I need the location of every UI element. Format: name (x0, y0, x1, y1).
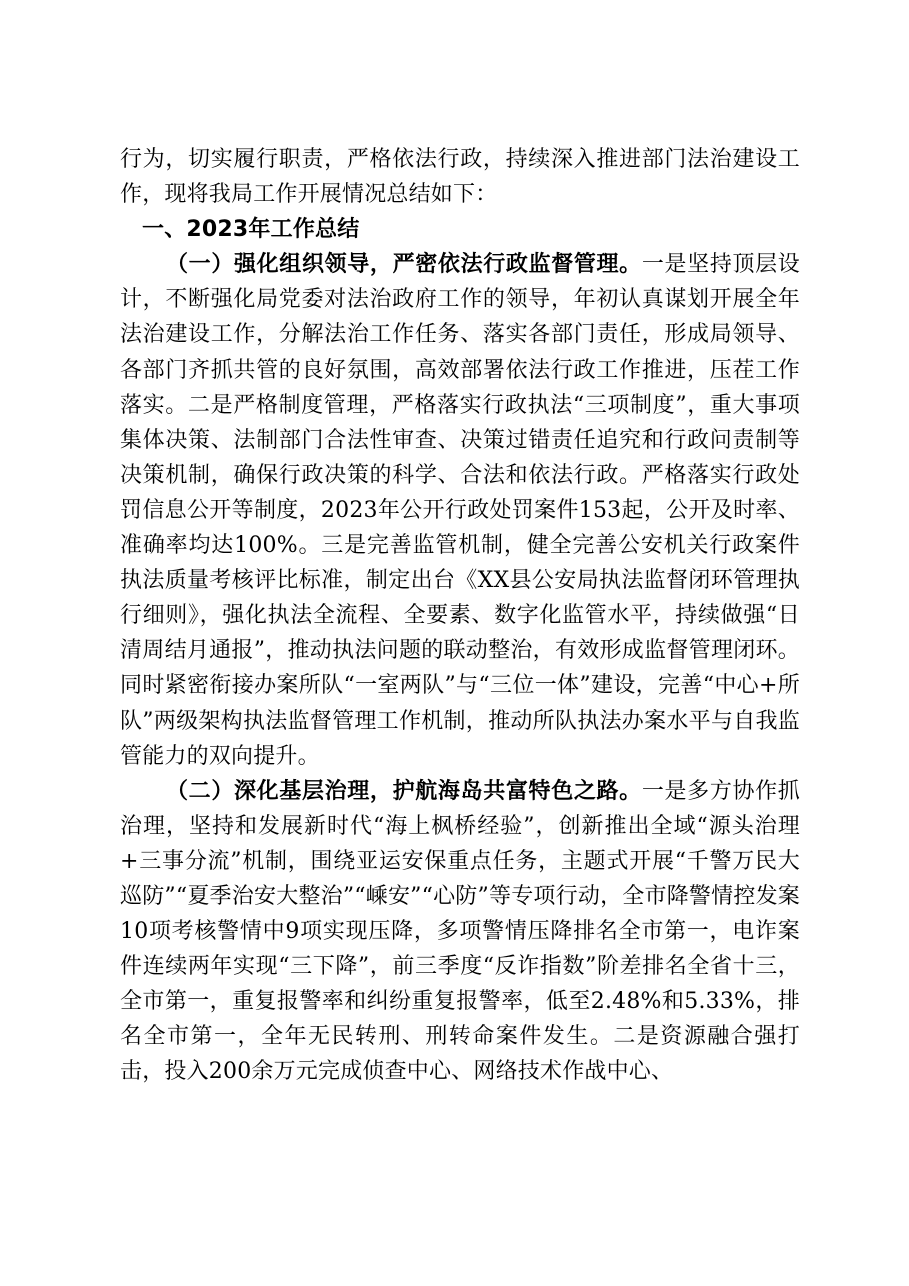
paragraph-2-body: 一是多方协作抓治理，坚持和发展新时代“海上枫桥经验”，创新推出全域“源头治理+三事分流”机制，围绕亚运安保重点任务，主题式开展“千警万民大巡防”“夏季治安大整治”“嵊安”“心防”等专项行动，全市降警情控发案10项考核警情中9项实现压降，多项警情压降排名全市第一，电诈案件连续两年实现“三下降”，前三季度“反诈指数”阶差排名全省十三，全市第一，重复报警率和纠纷重复报警率，低至2.48%和5.33%，排名全市第一，全年无民转刑、刑转命案件发生。二是资源融合强打击，投入200余万元完成侦查中心、网络技术作战中心、 (120, 778, 800, 1085)
paragraph-1 (120, 247, 800, 773)
paragraph-1-heading: （一）强化组织领导，严密依法行政监督管理。 (166, 252, 642, 278)
paragraph-1-body: 一是坚持顶层设计，不断强化局党委对法治政府工作的领导，年初认真谋划开展全年法治建设工作，分解法治工作任务、落实各部门责任，形成局领导、各部门齐抓共管的良好氛围，高效部署依法行政工作推进，压茬工作落实。二是严格制度管理，严格落实行政执法“三项制度”，重大事项集体决策、法制部门合法性审查、决策过错责任追究和行政问责制等决策机制，确保行政决策的科学、合法和依法行政。严格落实行政处罚信息公开等制度，2023年公开行政处罚案件153起，公开及时率、准确率均达100%。三是完善监管机制，健全完善公安机关行政案件执法质量考核评比标准，制定出台《XX县公安局执法监督闭环管理执行细则》，强化执法全流程、全要素、数字化监管水平，持续做强“日清周结月通报”，推动执法问题的联动整治，有效形成监督管理闭环。同时紧密衔接办案所队“一室两队”与“三位一体”建设，完善“中心+所队”两级架构执法监督管理工作机制，推动所队执法办案水平与自我监管能力的双向提升。 (120, 252, 800, 769)
section-heading: 一、2023年工作总结 (142, 217, 360, 243)
paragraph-2-heading: （二）深化基层治理，护航海岛共富特色之路。 (166, 778, 642, 804)
paragraph-2 (120, 774, 800, 1090)
intro-paragraph: 行为，切实履行职责，严格依法行政，持续深入推进部门法治建设工作，现将我局工作开展情况总结如下： (120, 147, 800, 208)
document-body (120, 142, 800, 1090)
